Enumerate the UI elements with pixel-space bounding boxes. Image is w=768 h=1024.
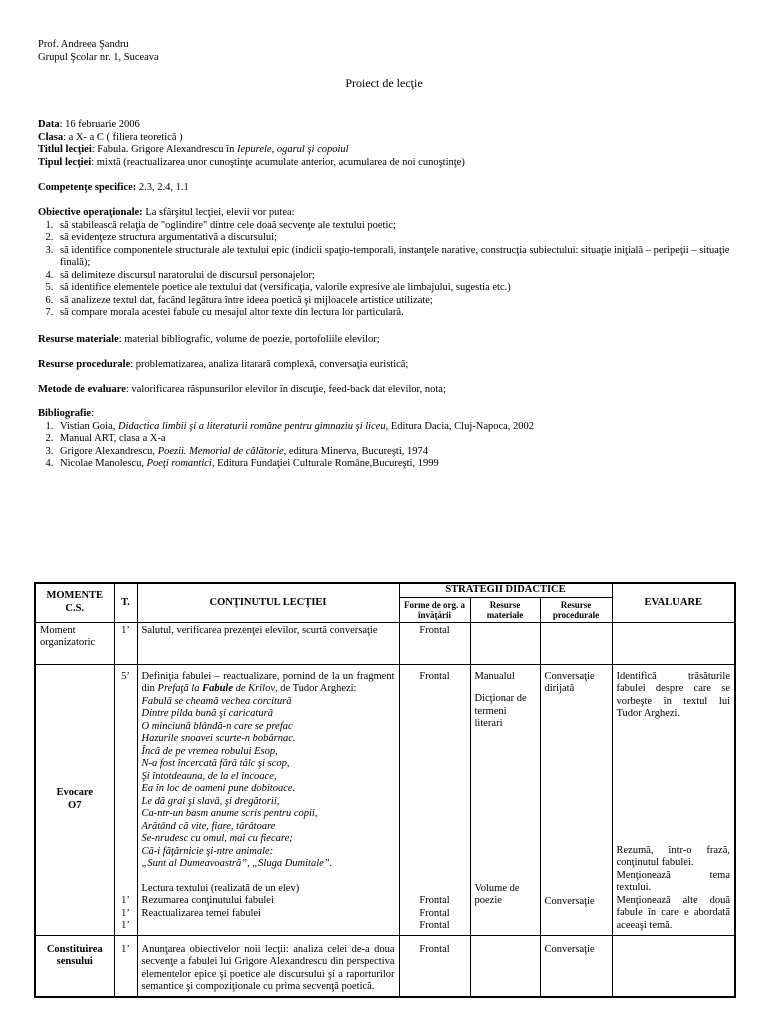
- moment-name: Evocare: [56, 787, 94, 798]
- bibliography-item: [56, 433, 738, 446]
- res-mat-cell: [470, 622, 540, 664]
- bibliography-list: [38, 421, 738, 471]
- content-gap: [142, 871, 395, 883]
- competente-value: 2.3, 2.4, 1.1: [136, 182, 189, 193]
- objectives-intro: La sfârşitul lecţiei, elevii vor putea:: [142, 207, 295, 218]
- metode-evaluare-line: [38, 384, 738, 397]
- forme-value: Frontal: [419, 920, 450, 931]
- content-cell: [137, 664, 399, 935]
- table-row: [35, 622, 735, 664]
- poem-line: Le dă grai şi slavă, şi dregătorii,: [141, 795, 280, 807]
- lesson-meta: [38, 119, 738, 169]
- objectives-label: Obiective operaţionale:: [38, 207, 143, 218]
- lesson-plan-table: [34, 582, 736, 998]
- resurse-procedurale-label: Resurse procedurale: [38, 359, 131, 370]
- time-value: 1’: [121, 920, 130, 931]
- meta-tipul-line: [38, 157, 738, 170]
- metode-value: : valorificarea răspunsurilor elevilor în discuţie, feed-back dat elevilor, nota;: [125, 384, 446, 395]
- time-value: 1’: [121, 907, 130, 919]
- time-spacer: [119, 683, 133, 895]
- table-header-row: [35, 583, 735, 597]
- header-strategii: STRATEGII DIDACTICE: [399, 583, 612, 597]
- evaluare-cell: [612, 935, 735, 997]
- res-mat-value: Dicţionar de termeni literari: [474, 693, 527, 729]
- poem-line: N-a fost încercată fără tâlc şi scop,: [141, 758, 290, 769]
- time-cell: [114, 664, 137, 935]
- meta-titlul-label: Titlul lecţiei: [38, 144, 92, 155]
- bibliography-section: [38, 408, 738, 471]
- resurse-procedurale-line: [38, 359, 738, 372]
- header-resurse-materiale: Resurse materiale: [470, 597, 540, 622]
- evaluare-value: Identifică trăsăturile fabulei despre care se vorbeşte în textul lui Tudor Arghezi.: [616, 670, 730, 719]
- bib-title: Didactica limbii şi a literaturii române pentru gimnaziu şi liceu: [118, 420, 386, 432]
- bibliography-heading: [38, 408, 738, 421]
- resurse-materiale-label: Resurse materiale: [38, 334, 119, 345]
- meta-clasa-value: : a X- a C ( filiera teoretică ): [63, 131, 183, 143]
- forme-spacer: [404, 683, 466, 895]
- bib-title: Poezii. Memorial de călătorie: [157, 445, 284, 457]
- moment-code: O7: [68, 799, 82, 811]
- header-evaluare: EVALUARE: [612, 583, 735, 622]
- definition-book: Fabule: [202, 683, 233, 694]
- header-t: T.: [114, 583, 137, 622]
- poem-line: Se-nrudesc cu omul, mai cu fiecare;: [141, 833, 293, 844]
- bibliography-item: [56, 446, 738, 459]
- meta-data-label: Data: [38, 119, 60, 130]
- res-proc-cell: [540, 622, 612, 664]
- objectives-heading: [38, 207, 738, 220]
- time-value: 1’: [121, 895, 130, 906]
- poem-line: Fabulă se cheamă vechea corcitură: [141, 695, 292, 707]
- resurse-materiale-line: [38, 334, 738, 347]
- bib-publisher: , Editura Dacia, Cluj-Napoca, 2002: [385, 420, 535, 432]
- evaluare-cell: [612, 664, 735, 935]
- forme-value: Frontal: [419, 907, 450, 919]
- objective-item: 1. să stabilească relaţia de "oglindire" dintre cele doaă secvenţe ale textului poetic;: [56, 220, 738, 233]
- res-mat-gap: [475, 683, 536, 693]
- forme-value: Frontal: [419, 670, 450, 682]
- res-proc-cell: [540, 664, 612, 935]
- header-resurse-procedurale: Resurse procedurale: [540, 597, 612, 622]
- poem-line: Dintre pilda bună şi caricatură: [141, 708, 273, 719]
- objective-item: 6. să analizeze textul dat, facând legătura între ideea poetică şi mijloacele artistice utilizate;: [56, 295, 738, 308]
- meta-titlul-value: : Fabula. Grigore Alexandrescu în: [91, 144, 237, 155]
- time-cell: 1’: [114, 935, 137, 997]
- evaluare-cell: [612, 622, 735, 664]
- poem-line: Arătând că vite, fiare, târâtoare: [141, 820, 276, 832]
- res-proc-value: Conversaţie: [544, 895, 595, 907]
- definition-author-ref: de Krîlov: [233, 683, 275, 694]
- meta-clasa-line: [38, 132, 738, 145]
- content-cell: Anunţarea obiectivelor noii lecţii: analiza celei de-a doua secvenţe a fabulei lui Grigore Alexandrescu din perspectiva elementelor epice şi poetice ale discursului şi a raporturilor semantice şi compoziţionale cu prima secvenţă poetică.: [137, 935, 399, 997]
- header-momente: MOMENTE C.S.: [35, 583, 114, 622]
- table-row: [35, 935, 735, 997]
- table-row: [35, 664, 735, 935]
- definition-tail: , de Tudor Arghezi:: [275, 683, 357, 694]
- resurse-materiale-value: : material bibliografic, volume de poezie, portofoliile elevilor;: [118, 334, 380, 345]
- forme-cell: Frontal: [399, 622, 470, 664]
- meta-tipul-value: : mixtă (reactualizarea unor cunoştinţe acumulate anterior, acumularea de noi cunoştinţe): [91, 156, 465, 168]
- res-mat-cell: [470, 664, 540, 935]
- content-gap: [142, 920, 395, 928]
- content-cell: Salutul, verificarea prezenţei elevilor, scurtă conversaţie: [137, 622, 399, 664]
- meta-data-value: : 16 februarie 2006: [59, 119, 140, 130]
- bib-publisher: , editura Minerva, Bucureşti, 1974: [283, 445, 429, 457]
- res-mat-spacer: [475, 731, 536, 883]
- res-mat-cell: [470, 935, 540, 997]
- poem-line: Încă de pe vremea robului Esop,: [141, 745, 278, 757]
- resurse-procedurale-value: : problematizarea, analiza litarară complexă, conversaţia euristică;: [130, 359, 409, 370]
- bibliography-item: [56, 458, 738, 471]
- poem-line: O minciună blândă-n care se prefac: [141, 720, 293, 732]
- content-activity: Lectura textului (realizată de un elev): [141, 882, 300, 894]
- competente-line: [38, 182, 738, 195]
- poem-fragment: [142, 696, 395, 871]
- objectives-section: [38, 207, 738, 320]
- objective-item: 7. să compare morala acestei fabule cu mesajul altor texte din lectura lor particulară.: [56, 307, 738, 320]
- bibliography-label: Bibliografie: [38, 408, 92, 419]
- evaluare-value: Menţionează alte două fabule în care e abordată aceeaşi temă.: [616, 894, 730, 931]
- objective-item: 4. să delimiteze discursul naratorului de discursul personajelor;: [56, 270, 738, 283]
- res-mat-value: Manualul: [474, 670, 515, 682]
- content-activity: Reactualizarea temei fabulei: [141, 907, 262, 919]
- res-mat-value: Volume de poezie: [474, 882, 520, 906]
- res-proc-spacer: [545, 696, 608, 896]
- author-name: Prof. Andreea Şandru: [38, 39, 129, 50]
- header-forme: Forme de org. a învăţării: [399, 597, 470, 622]
- definition-source: Prefaţă la: [157, 683, 203, 694]
- bib-text: Nicolae Manolescu,: [60, 458, 147, 469]
- definition-lead: Definiţia fabulei – reactualizare, pornind de la un fragment din: [141, 670, 395, 694]
- meta-tipul-label: Tipul lecţiei: [38, 156, 92, 168]
- time-cell: 1’: [114, 622, 137, 664]
- poem-line: Şi întotdeauna, de la el încoace,: [141, 770, 277, 782]
- objectives-list: [38, 220, 738, 320]
- definition-text: [142, 671, 395, 696]
- meta-clasa-label: Clasa: [38, 131, 64, 143]
- moment-cell: [35, 664, 114, 935]
- forme-cell: [399, 664, 470, 935]
- meta-titlul-line: [38, 144, 738, 157]
- res-proc-cell: Conversaţie: [540, 935, 612, 997]
- header-continut: CONŢINUTUL LECŢIEI: [137, 583, 399, 622]
- bibliography-colon: :: [91, 408, 95, 419]
- bib-text: Manual ART, clasa a X-a: [60, 433, 166, 444]
- poem-line: „Sunt al Dumeavoastră”, „Sluga Dumitale”.: [141, 858, 333, 869]
- school-name: Grupul Şcolar nr. 1, Suceava: [38, 51, 159, 63]
- forme-value: Frontal: [419, 895, 450, 906]
- content-activity: Rezumarea conţinutului fabulei: [141, 895, 274, 906]
- evaluare-value: Menţionează tema textului.: [616, 869, 730, 893]
- moment-cell: Moment organizatoric: [35, 622, 114, 664]
- poem-line: Ca-ntr-un basm anume scris pentru copii,: [141, 808, 318, 819]
- bibliography-item: [56, 421, 738, 434]
- meta-titlul-italic: Iepurele, ogarul şi copoiul: [236, 144, 349, 155]
- objective-item: 3. să identifice componentele structurale ale textului epic (indicii spaţio-temporali, instanţele narative, construcţia subiectului: situaţie iniţială – peripeţii – situaţie finală);: [56, 245, 738, 270]
- bib-publisher: , Editura Fundaţiei Culturale Române,Bucureşti, 1999: [211, 458, 439, 469]
- bib-title: Poeţi romantici: [146, 458, 212, 469]
- time-value: 5’: [121, 670, 130, 682]
- bib-text: Vistian Goia,: [60, 420, 118, 432]
- poem-line: Ea în loc de oameni pune dobitoace.: [141, 783, 296, 794]
- objective-item: 2. să evidenţeze structura argumentativă a discursului;: [56, 232, 738, 245]
- moment-cell: Constituirea sensului: [35, 935, 114, 997]
- meta-data-line: [38, 119, 738, 132]
- page-title: Proiect de lecţie: [345, 76, 423, 90]
- author-block: [38, 39, 159, 64]
- objective-item: 5. să identifice elementele poetice ale textului dat (versificaţia, valorile expresive ale limbajului, sugestia etc.): [56, 282, 738, 295]
- poem-line: Hazurile snoavei scurte-n bobârnac.: [141, 733, 296, 744]
- metode-label: Metode de evaluare: [38, 384, 126, 395]
- evaluare-spacer: [617, 721, 731, 845]
- poem-line: Că-i făţărnicie şi-ntre animale:: [141, 845, 274, 857]
- competente-label: Competenţe specifice:: [38, 182, 137, 193]
- forme-cell: Frontal: [399, 935, 470, 997]
- evaluare-value: Rezumă, într-o frază, conţinutul fabulei.: [616, 844, 730, 868]
- bib-text: Grigore Alexandrescu,: [60, 445, 158, 457]
- res-proc-value: Conversaţie dirijată: [544, 670, 595, 694]
